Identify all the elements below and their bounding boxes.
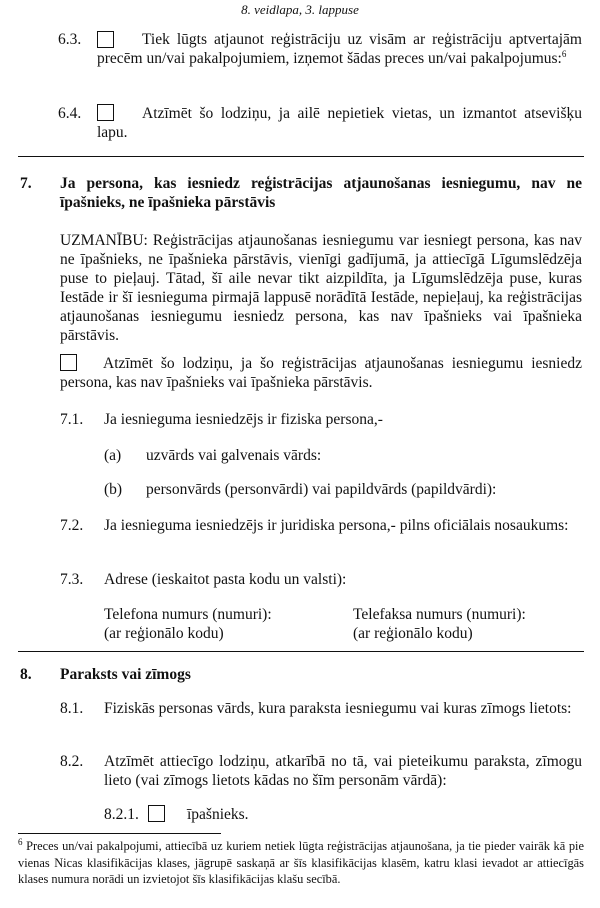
section-6-4-text: Atzīmēt šo lodziņu, ja ailē nepietiek vietas, un izmantot atsevišķu lapu. (97, 105, 582, 141)
section-6-3-text (97, 30, 582, 68)
phone-label: Telefona numurs (numuri): (104, 606, 272, 623)
section-7-3-text: Adrese (ieskaitot pasta kodu un valsti): (104, 571, 347, 588)
fax-sublabel: (ar reģionālo kodu) (353, 625, 473, 642)
section-8-2-1-checkbox[interactable] (148, 805, 165, 822)
section-7-1a-label: (a) (104, 447, 122, 464)
footnote-ref-6: 6 (561, 48, 567, 59)
section-divider (18, 156, 584, 157)
section-7-number: 7. (20, 175, 32, 192)
section-7-1b-label: (b) (104, 481, 123, 498)
footnote (18, 838, 584, 888)
section-7-warning: UZMANĪBU: Reģistrācijas atjaunošanas iesniegumu var iesniegt persona, kas nav ne īpašnieks, ne īpašnieka pārstāvis, vienīgi gadījumā, ja attiecīgā Līgumslēdzēja puse to pieļauj. Tātad, šī aile nevar tikt aizpildīta, ja Līgumslēdzēja puse, kuras Iestāde ir šī iesnieguma pirmajā lappusē norādītā Iestāde, nepieļauj, ka reģistrācijas atjaunošanas iesniegumu iesniedz persona, kas nav īpašnieks vai īpašnieka pārstāvis. (60, 232, 582, 344)
section-6-3-number: 6.3. (58, 31, 82, 48)
footnote-number: 6 (18, 836, 23, 847)
section-8-number: 8. (20, 666, 32, 683)
section-7-1b-text: personvārds (personvārdi) vai papildvārds (papildvārdi): (146, 481, 497, 498)
section-8-title: Paraksts vai zīmogs (60, 666, 191, 683)
section-7-2-text: Ja iesnieguma iesniedzējs ir juridiska persona,- pilns oficiālais nosaukums: (104, 517, 569, 534)
section-6-4-number: 6.4. (58, 105, 82, 122)
fax-label: Telefaksa numurs (numuri): (353, 606, 526, 623)
section-8-2-number: 8.2. (60, 753, 84, 770)
section-8-1-text: Fiziskās personas vārds, kura paraksta iesniegumu vai kuras zīmogs lietots: (104, 700, 572, 717)
section-8-1-number: 8.1. (60, 700, 84, 717)
section-7-checkbox-text: Atzīmēt šo lodziņu, ja šo reģistrācijas atjaunošanas iesniegumu iesniedz persona, kas nav īpašnieks vai īpašnieka pārstāvis. (60, 355, 582, 391)
section-8-2-1-text: īpašnieks. (187, 806, 249, 823)
footnote-separator (18, 833, 221, 834)
footnote-text: Preces un/vai pakalpojumi, attiecībā uz kuriem netiek lūgta reģistrācijas atjaunošana, ja tie pieder vairāk kā pie vienas Nicas klasifikācijas klases, jāgrupē saskaņā ar šīs klasifikācijas klasēm, katru klasi ievadot ar attiecīgās klases numura norādi un izvietojot šīs klasifikācijas klašu secībā. (18, 839, 584, 886)
section-7-title: Ja persona, kas iesniedz reģistrācijas atjaunošanas iesniegumu, nav ne īpašnieks, ne īpašnieka pārstāvis (60, 175, 582, 211)
section-7-1-text: Ja iesnieguma iesniedzējs ir fiziska persona,- (104, 411, 383, 428)
phone-sublabel: (ar reģionālo kodu) (104, 625, 224, 642)
section-7-1a-text: uzvārds vai galvenais vārds: (146, 447, 322, 464)
section-8-2-text: Atzīmēt attiecīgo lodziņu, atkarībā no tā, vai pieteikumu paraksta, zīmogu lieto (vai zīmogs lietots kādas no šīm personām vārdā): (104, 753, 582, 789)
section-6-3-text-body: Tiek lūgts atjaunot reģistrāciju uz visām ar reģistrāciju aptvertajām precēm un/vai pakalpojumiem, izņemot šādas preces un/vai pakalpojumus: (97, 31, 582, 67)
section-7-2-number: 7.2. (60, 517, 84, 534)
section-7-1-number: 7.1. (60, 411, 84, 428)
section-8-2-1-number: 8.2.1. (104, 806, 139, 823)
section-divider (18, 651, 584, 652)
section-7-3-number: 7.3. (60, 571, 84, 588)
page-header: 8. veidlapa, 3. lappuse (241, 2, 359, 17)
